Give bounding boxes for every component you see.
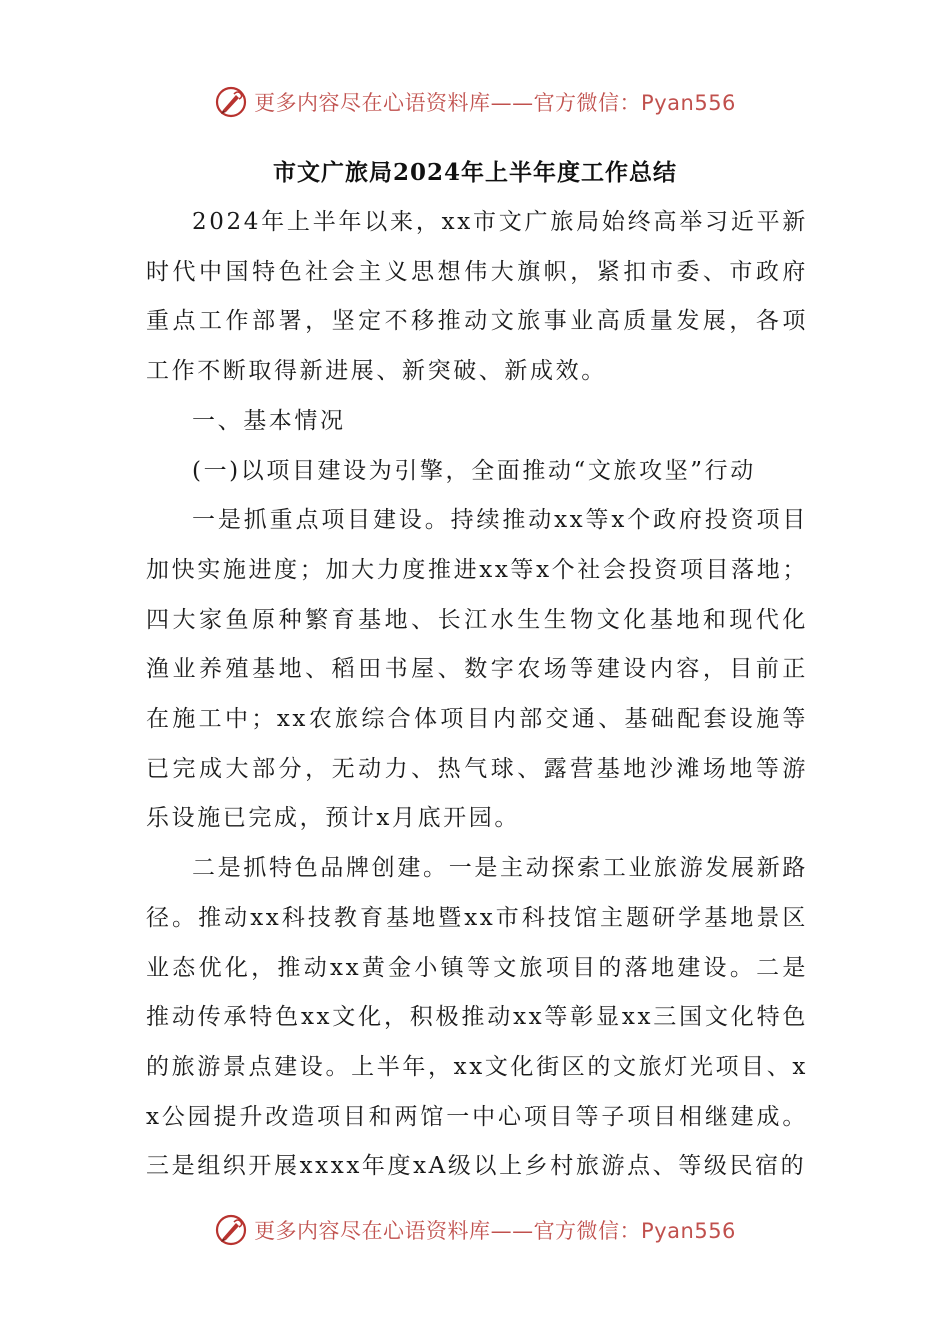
header-watermark-banner [0, 80, 950, 124]
footer-watermark-banner [0, 1208, 950, 1252]
document-body [146, 198, 808, 1192]
document-title: 市文广旅局2024年上半年度工作总结 [272, 159, 677, 186]
section-heading: 一、基本情况 [192, 407, 346, 434]
paragraph-brands: 二是抓特色品牌创建。一是主动探索工业旅游发展新路径。推动xx科技教育基地暨xx市科技馆主题研学基地景区业态优化，推动xx黄金小镇等文旅项目的落地建设。二是推动传承特色xx文化，积极推动xx等彰显xx三国文化特色的旅游景点建设。上半年，xx文化街区的文旅灯光项目、xx公园提升改造项目和两馆一中心项目等子项目相继建成。三是组织开展xxxx年度xA级以上乡村旅游点、等级民宿的 [146, 855, 808, 1180]
pen-logo-icon [214, 85, 248, 119]
watermark-text: 更多内容尽在心语资料库——官方微信：Pyan556 [254, 91, 736, 115]
pen-logo-icon [214, 1213, 248, 1247]
paragraph-intro: 2024年上半年以来，xx市文广旅局始终高举习近平新时代中国特色社会主义思想伟大旗帜，紧扣市委、市政府重点工作部署，坚定不移推动文旅事业高质量发展，各项工作不断取得新进展、新突破、新成效。 [146, 209, 808, 385]
subsection-heading: (一)以项目建设为引擎，全面推动“文旅攻坚”行动 [192, 457, 756, 484]
watermark-text: 更多内容尽在心语资料库——官方微信：Pyan556 [254, 1219, 736, 1243]
paragraph-projects: 一是抓重点项目建设。持续推动xx等x个政府投资项目加快实施进度；加大力度推进xx等x个社会投资项目落地；四大家鱼原种繁育基地、长江水生生物文化基地和现代化渔业养殖基地、稻田书屋、数字农场等建设内容，目前正在施工中；xx农旅综合体项目内部交通、基础配套设施等已完成大部分，无动力、热气球、露营基地沙滩场地等游乐设施已完成，预计x月底开园。 [146, 507, 808, 832]
